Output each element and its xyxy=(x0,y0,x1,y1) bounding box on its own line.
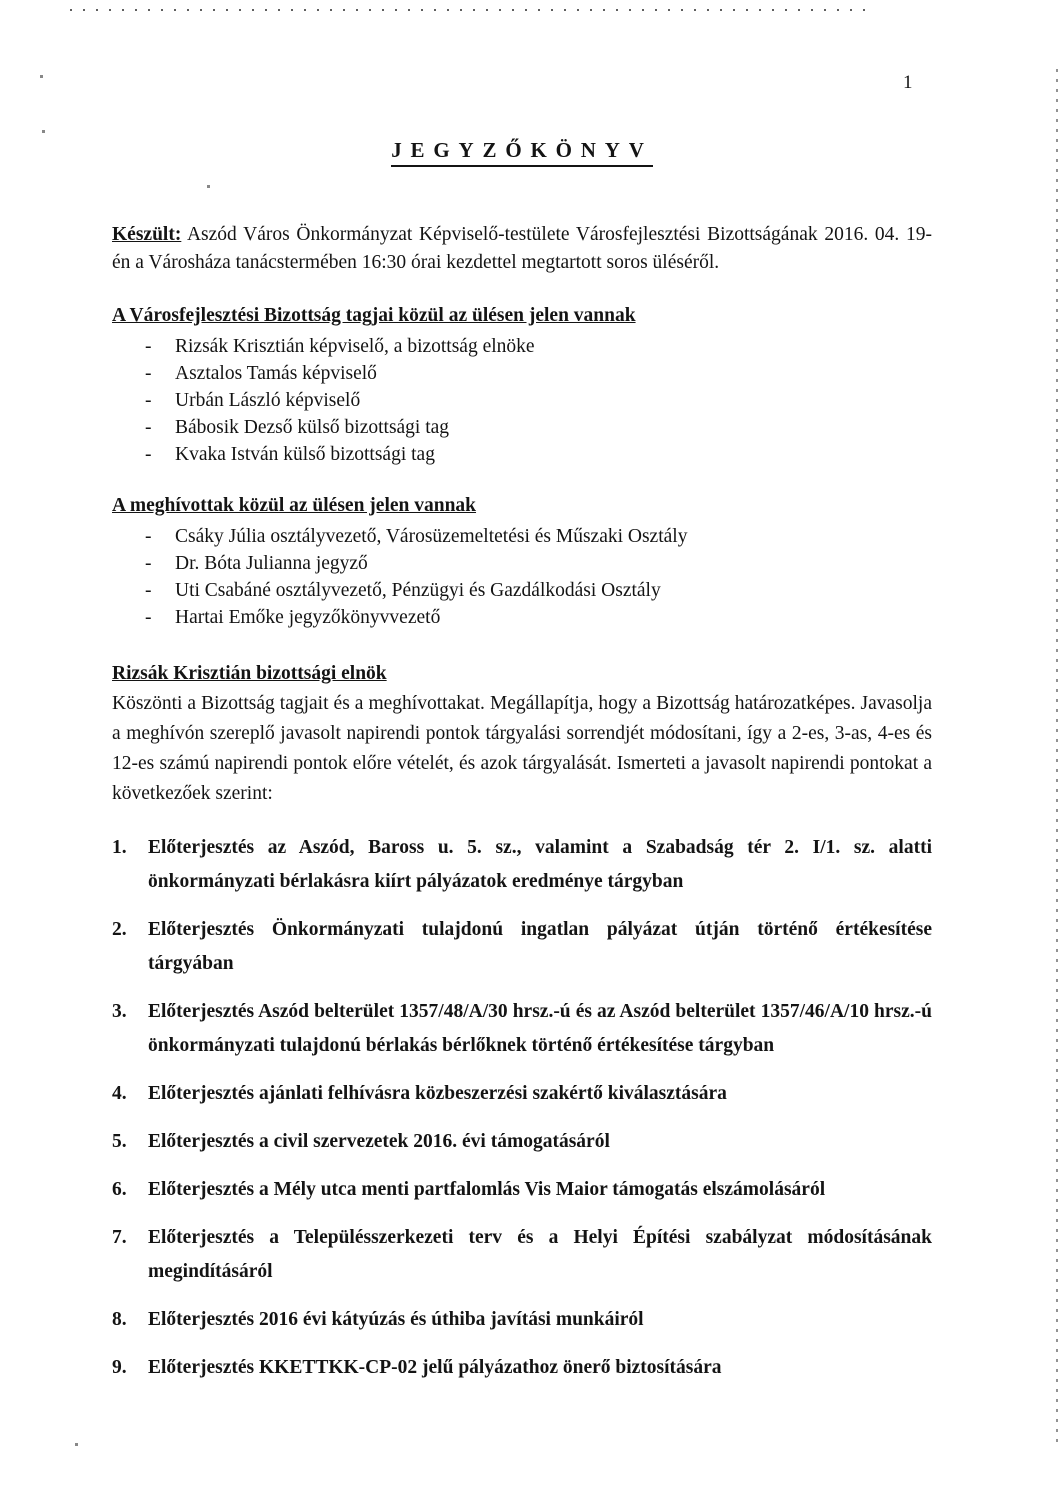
list-item: - Asztalos Tamás képviselő xyxy=(112,360,932,387)
agenda-item xyxy=(112,1351,932,1385)
committee-members-list xyxy=(112,333,932,468)
made-at-paragraph xyxy=(112,221,932,277)
agenda-item-number: 9. xyxy=(112,1357,127,1378)
invitees-list xyxy=(112,523,932,631)
list-item: - Kvaka István külső bizottsági tag xyxy=(112,441,932,468)
agenda-item-number: 7. xyxy=(112,1227,127,1248)
agenda-item xyxy=(112,1173,932,1207)
agenda-item-text: Előterjesztés az Aszód, Baross u. 5. sz., valamint a Szabadság tér 2. I/1. sz. alatti önkormányzati bérlakásra kiírt pályázatok eredménye tárgyban xyxy=(148,837,932,892)
agenda-list xyxy=(112,831,932,1385)
section-heading-committee-members: A Városfejlesztési Bizottság tagjai közül az ülésen jelen vannak xyxy=(112,305,636,326)
agenda-item xyxy=(112,1303,932,1337)
speaker-heading: Rizsák Krisztián bizottsági elnök xyxy=(112,663,387,684)
made-at-text: Aszód Város Önkormányzat Képviselő-testülete Városfejlesztési Bizottságának 2016. 04. 19-én a Városháza tanácstermében 16:30 órai kezdettel megtartott soros üléséről. xyxy=(112,224,932,273)
list-item: - Dr. Bóta Julianna jegyző xyxy=(112,550,932,577)
agenda-item xyxy=(112,1221,932,1289)
document-title: JEGYZŐKÖNYV xyxy=(391,138,653,167)
list-item: - Bábosik Dezső külső bizottsági tag xyxy=(112,414,932,441)
agenda-item-text: Előterjesztés a civil szervezetek 2016. évi támogatásáról xyxy=(148,1131,610,1152)
agenda-item-number: 3. xyxy=(112,1001,127,1022)
title-wrap xyxy=(112,0,932,167)
agenda-item-text: Előterjesztés 2016 évi kátyúzás és úthiba javítási munkáiról xyxy=(148,1309,644,1330)
agenda-item-text: Előterjesztés a Mély utca menti partfalomlás Vis Maior támogatás elszámolásáról xyxy=(148,1179,826,1200)
list-item: - Urbán László képviselő xyxy=(112,387,932,414)
list-item: - Csáky Júlia osztályvezető, Városüzemeltetési és Műszaki Osztály xyxy=(112,523,932,550)
agenda-item xyxy=(112,831,932,899)
list-item: - Uti Csabáné osztályvezető, Pénzügyi és Gazdálkodási Osztály xyxy=(112,577,932,604)
agenda-item-number: 5. xyxy=(112,1131,127,1152)
agenda-item xyxy=(112,995,932,1063)
page-number: 1 xyxy=(903,72,913,93)
agenda-item-number: 8. xyxy=(112,1309,127,1330)
section-heading-invitees: A meghívottak közül az ülésen jelen vannak xyxy=(112,495,477,516)
made-at-label: Készült: xyxy=(112,224,182,245)
agenda-item-number: 1. xyxy=(112,837,127,858)
agenda-item xyxy=(112,1125,932,1159)
agenda-item xyxy=(112,1077,932,1111)
scan-noise-right-edge xyxy=(1056,62,1058,1442)
agenda-item-text: Előterjesztés ajánlati felhívásra közbeszerzési szakértő kiválasztására xyxy=(148,1083,727,1104)
agenda-item-number: 4. xyxy=(112,1083,127,1104)
agenda-item xyxy=(112,913,932,981)
list-item: - Hartai Emőke jegyzőkönyvvezető xyxy=(112,604,932,631)
list-item: - Rizsák Krisztián képviselő, a bizottság elnöke xyxy=(112,333,932,360)
agenda-item-text: Előterjesztés a Településszerkezeti terv és a Helyi Építési szabályzat módosításának megindításáról xyxy=(148,1227,932,1282)
scan-speck xyxy=(207,185,210,188)
scan-speck xyxy=(75,1443,78,1446)
scan-speck xyxy=(42,130,45,133)
scan-noise-top xyxy=(70,9,870,11)
agenda-item-text: Előterjesztés Aszód belterület 1357/48/A/30 hrsz.-ú és az Aszód belterület 1357/46/A/10 hrsz.-ú önkormányzati tulajdonú bérlakás bérlőknek történő értékesítése tárgyban xyxy=(148,1001,932,1056)
agenda-item-text: Előterjesztés Önkormányzati tulajdonú ingatlan pályázat útján történő értékesítése tárgyában xyxy=(148,919,932,974)
speaker-paragraph: Köszönti a Bizottság tagjait és a meghívottakat. Megállapítja, hogy a Bizottság határozatképes. Javasolja a meghívón szereplő javasolt napirendi pontok tárgyalási sorrendjét módosítani, így a 2-es, 3-as, 4-es és 12-es számú napirendi pontok előre vételét, és azok tárgyalását. Ismerteti a javasolt napirendi pontokat a következőek szerint: xyxy=(112,693,932,804)
agenda-item-number: 2. xyxy=(112,919,127,940)
agenda-item-text: Előterjesztés KKETTKK-CP-02 jelű pályázathoz önerő biztosítására xyxy=(148,1357,722,1378)
scan-speck xyxy=(40,75,43,78)
agenda-item-number: 6. xyxy=(112,1179,127,1200)
